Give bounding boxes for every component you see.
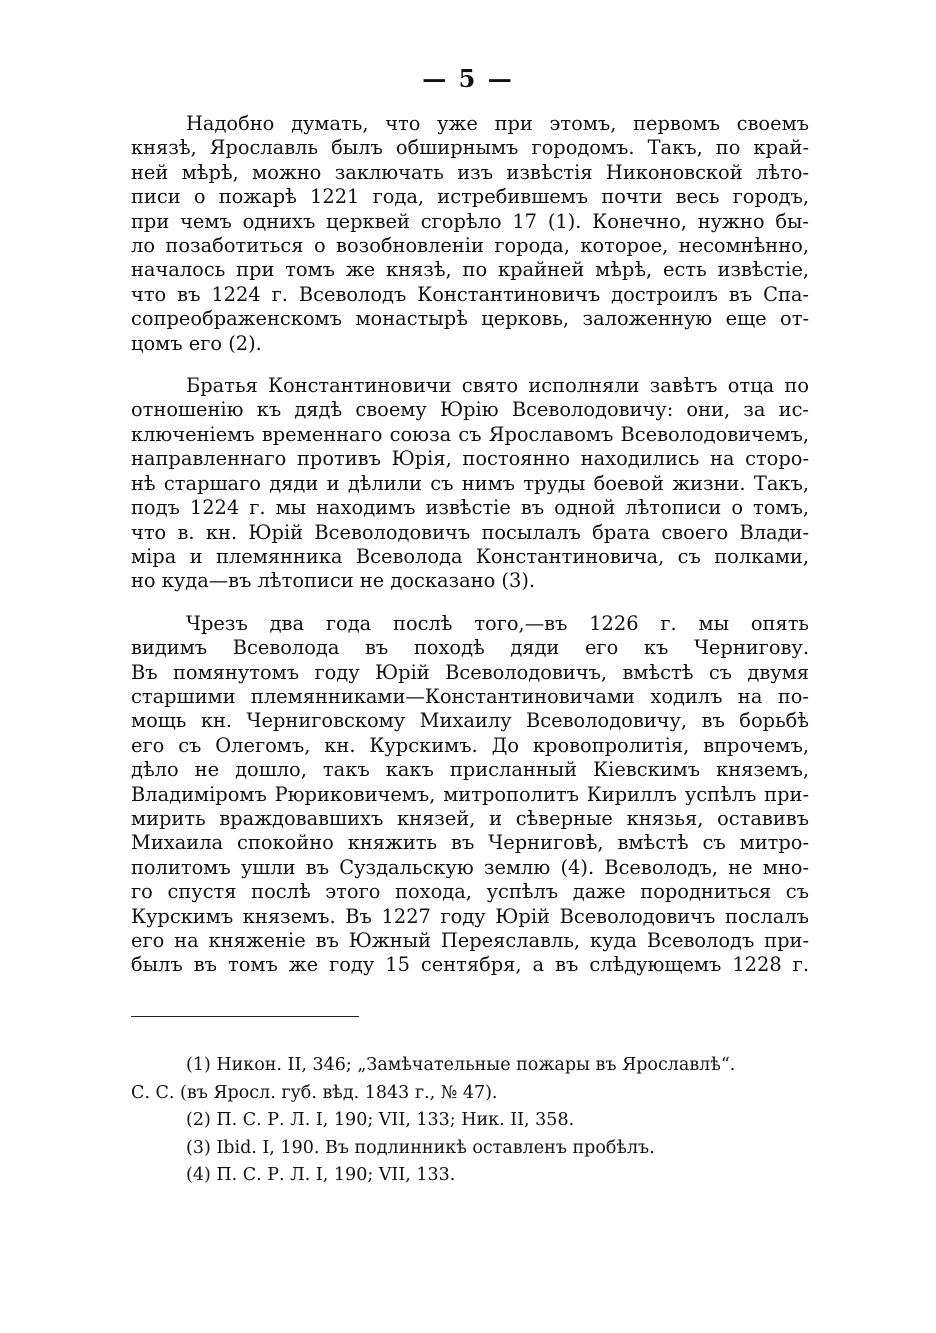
text-line: ней мѣрѣ, можно заключать изъ извѣстія Никоновской лѣто- [131, 160, 809, 184]
text-line: цомъ его (2). [131, 331, 262, 355]
text-line: го спустя послѣ этого похода, успѣлъ даже породниться съ [131, 880, 809, 904]
text-line: направленнаго противъ Юрія, постоянно находились на сторо- [131, 447, 809, 471]
text-line: Курскимъ княземъ. Въ 1227 году Юрій Всеволодовичъ послалъ [131, 904, 809, 928]
text-line: его на княженіе въ Южный Переяславль, куда Всеволодъ при- [131, 929, 809, 952]
text-line: началось при томъ же князѣ, по крайней мѣрѣ, есть извѣстіе, [131, 258, 809, 282]
text-line: старшими племянниками—Константиновичами ходилъ на по- [131, 684, 809, 708]
text-line: при чемъ однихъ церквей сгорѣло 17 (1). Конечно, нужно бы- [131, 209, 809, 233]
footnote-4: (4) П. С. Р. Л. I, 190; VII, 133. [186, 1165, 456, 1185]
paragraph-3 [131, 612, 809, 978]
text-line: мирить враждовавшихъ князей, и сѣверные князья, оставивъ [131, 806, 809, 830]
paragraph-1 [131, 112, 809, 356]
footnote-2: (2) П. С. Р. Л. I, 190; VII, 133; Ник. II, 358. [186, 1110, 575, 1130]
text-line: сопреображенскомъ монастырѣ церковь, заложенную еще от- [131, 307, 809, 331]
text-line: его съ Олегомъ, кн. Курскимъ. До кровопролитія, впрочемъ, [131, 733, 809, 757]
text-line: Надобно думать, что уже при этомъ, первомъ своемъ [186, 112, 809, 135]
text-line: что въ 1224 г. Всеволодъ Константиновичъ достроилъ въ Спа- [131, 282, 809, 306]
text-line: мощь кн. Черниговскому Михаилу Всеволодовичу, въ борьбѣ [131, 709, 809, 733]
text-line: Михаила спокойно княжить въ Черниговѣ, вмѣстѣ съ митро- [131, 831, 809, 855]
text-line: ло позаботиться о возобновленіи города, которое, несомнѣнно, [131, 234, 809, 258]
text-line: Въ помянутомъ году Юрій Всеволодовичъ, вмѣстѣ съ двумя [131, 660, 809, 684]
footnotes [131, 1052, 831, 1190]
text-line: Братья Константиновичи свято исполняли завѣтъ отца по [186, 374, 809, 398]
text-line: отношенію къ дядѣ своему Юрію Всеволодовичу: они, за ис- [131, 398, 809, 422]
footnote-3: (3) Ibid. I, 190. Въ подлинникѣ оставленъ пробѣлъ. [186, 1137, 655, 1158]
text-line: что в. кн. Юрій Всеволодовичъ посылалъ брата своего Влади- [131, 520, 809, 544]
text-line: дѣло не дошло, такъ какъ присланный Кіевскимъ княземъ, [131, 758, 809, 782]
page-number: — 5 — [422, 64, 514, 93]
text-line: ключеніемъ временнаго союза съ Ярославомъ Всеволодовичемъ, [131, 422, 809, 446]
paragraph-2 [131, 374, 809, 594]
footnote-1: (1) Никон. II, 346; „Замѣчательные пожары въ Ярославлѣ“. [186, 1055, 736, 1075]
body-text [131, 112, 809, 996]
text-line: подъ 1224 г. мы находимъ извѣстіе въ одной лѣтописи о томъ, [131, 496, 809, 520]
text-line: писи о пожарѣ 1221 года, истребившемъ почти весь городъ, [131, 185, 809, 209]
text-line: былъ въ томъ же году 15 сентября, а въ слѣдующемъ 1228 г. [131, 953, 809, 977]
text-line: но куда—въ лѣтописи не досказано (3). [131, 569, 536, 593]
footnote-1-continuation: С. С. (въ Яросл. губ. вѣд. 1843 г., № 47). [131, 1082, 498, 1103]
text-line: Владиміромъ Рюриковичемъ, митрополитъ Кириллъ успѣлъ при- [131, 782, 809, 806]
text-line: политомъ ушли въ Суздальскую землю (4). Всеволодъ, не мно- [131, 855, 809, 879]
text-line: князѣ, Ярославль былъ обширнымъ городомъ. Такъ, по край- [131, 136, 809, 160]
text-line: видимъ Всеволода въ походѣ дяди его къ Чернигову. [131, 636, 809, 660]
text-line: Чрезъ два года послѣ того,—въ 1226 г. мы опять [186, 611, 809, 635]
footnote-divider [131, 1016, 359, 1017]
text-line: міра и племянника Всеволода Константиновича, съ полками, [131, 544, 809, 568]
text-line: нѣ старшаго дяди и дѣлили съ нимъ труды боевой жизни. Такъ, [131, 471, 809, 495]
